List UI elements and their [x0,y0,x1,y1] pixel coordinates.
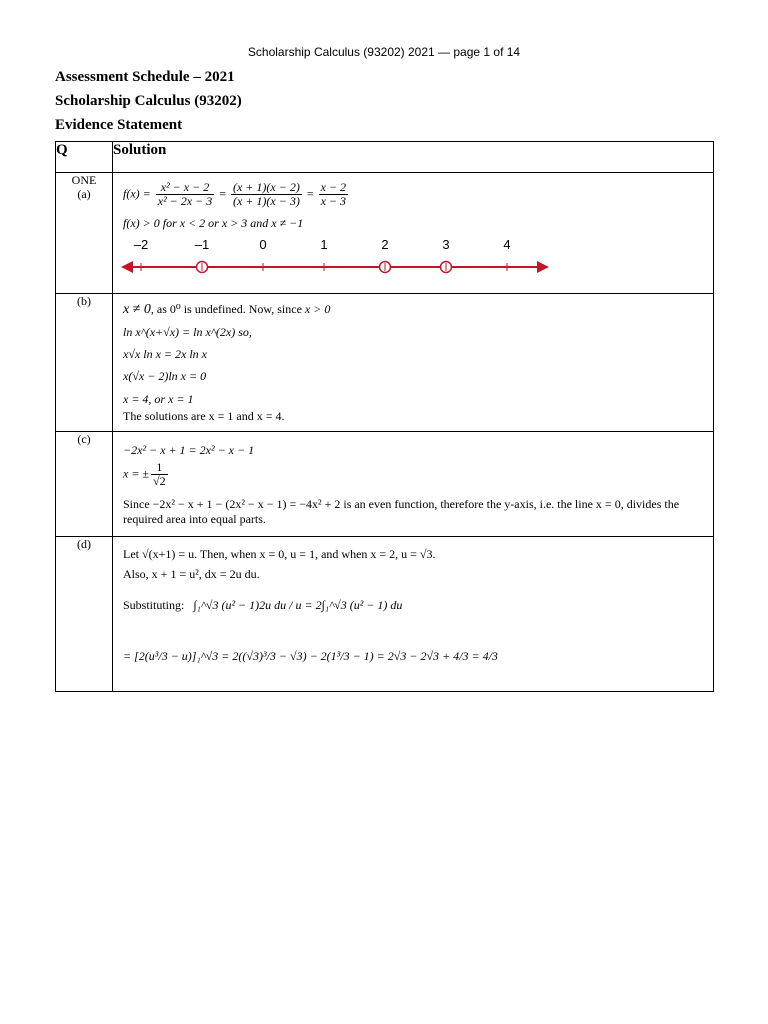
tick-label: 2 [381,237,389,252]
solution-a [113,173,714,294]
d-line-1: Let √(x+1) = u. Then, when x = 0, u = 1, and when x = 2, u = √3. [123,547,436,561]
running-header: Scholarship Calculus (93202) 2021 — page 1 of 14 [247,45,521,59]
b-line-2: ln x^(x+√x) = ln x^(2x) so, [123,325,252,339]
b-line-5: x = 4, or x = 1 [123,392,194,406]
evidence-heading: Evidence Statement [55,117,183,133]
f-of-x-label: f(x) = [123,186,151,201]
b-line-3: x√x ln x = 2x ln x [123,347,207,361]
c-line-3: Since −2x² − x + 1 − (2x² − x − 1) = −4x² + 2 is an even function, therefore the y-axis, i.e. the line x = 0, divides the required area into equal parts. [123,497,680,526]
right-arrowhead [537,261,549,273]
solution-b [113,294,714,432]
b-line-1: x ≠ 0, as 0⁰ is undefined. Now, since x > 0 [123,302,331,317]
equals-sign-2: = [306,186,314,201]
equals-sign-1: = [219,186,226,201]
b-line-4: x(√x − 2)ln x = 0 [123,369,207,383]
solution-c [113,432,714,537]
table-row-c [56,432,714,537]
c-line-2: x = ± $\frac{1}{√2}$ [123,460,166,488]
tick-label: –2 [133,237,149,252]
fraction-original: $\frac{\text{x² − x − 2}}{\text{x² − 2x − 3}}$ [157,180,213,208]
tick-label: 1 [320,237,328,252]
assessment-heading: Assessment Schedule – 2021 [55,69,235,85]
fraction-factored: $\frac{(x + 1)(x - 2)}{(x + 1)(x - 3)}$ [232,180,300,208]
question-part-a: (a) [77,187,91,201]
table-row-d [56,537,714,692]
tick-label: 3 [442,237,450,252]
substituting-label: Substituting: [123,598,185,612]
question-label-d: (d) [56,537,113,692]
table-row-a [56,173,714,294]
tick-label: –1 [194,237,210,252]
q-column-header: Q [56,142,113,173]
d-line-4: = [2(u³/3 − u)]₁^√3 = 2((√3)³/3 − √3) − 2(1³/3 − 1) = 2√3 − 2√3 + 4/3 = 4/3 [123,649,498,663]
positivity-condition: f(x) > 0 for x < 2 or x > 3 and x ≠ −1 [123,216,304,230]
rational-function-equation [123,181,350,208]
question-label-c: (c) [56,432,113,537]
question-number-one: ONE [71,173,97,187]
question-label-a [56,173,113,294]
table-header-row [56,142,714,173]
fraction-simplified: $\frac{x - 2}{x - 3}$ [320,180,347,208]
table-row-b [56,294,714,432]
substitution-integral: ∫₁^√3 (u² − 1)2u du / u = 2∫₁^√3 (u² − 1) du [193,598,403,612]
left-arrowhead [121,261,133,273]
tick-label: 4 [503,237,511,252]
course-heading: Scholarship Calculus (93202) [55,93,242,109]
d-line-3 [123,598,402,613]
evidence-table [55,141,714,692]
number-line [119,235,559,283]
question-label-b: (b) [56,294,113,432]
solution-column-header: Solution [113,142,714,173]
b-line-6: The solutions are x = 1 and x = 4. [123,409,285,423]
c-line-1: −2x² − x + 1 = 2x² − x − 1 [123,443,255,457]
d-line-2: Also, x + 1 = u², dx = 2u du. [123,567,260,581]
solution-d [113,537,714,692]
tick-label: 0 [259,237,267,252]
